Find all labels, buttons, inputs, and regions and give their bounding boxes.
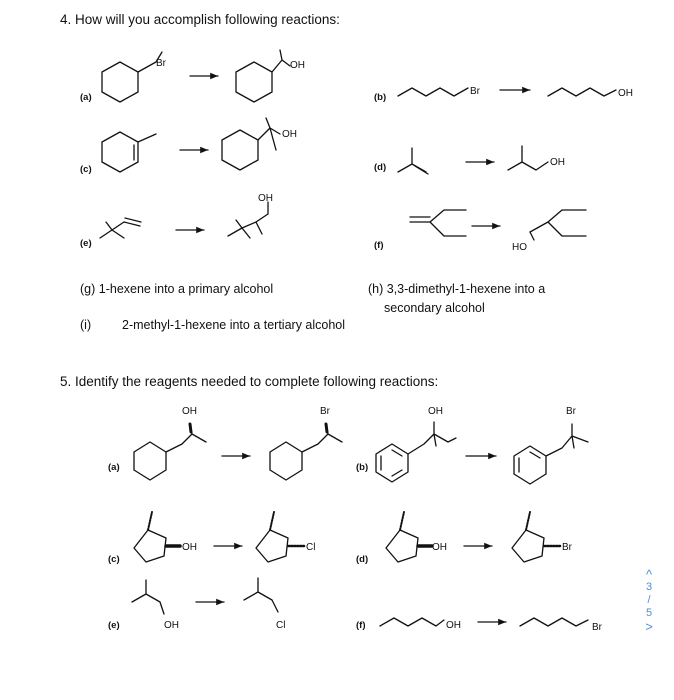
q4d-product [508,146,548,170]
q4f-product [530,210,586,240]
q5-label-f: (f) [356,620,366,631]
q4-part-h-line1: (h) 3,3-dimethyl-1-hexene into a [368,282,546,296]
q4-label-e: (e) [80,238,92,249]
q5-label-a: (a) [108,462,120,473]
q4d-reactant [398,148,428,174]
q4f-ho-label: HO [512,242,527,253]
page-total: 5 [645,607,653,619]
q4-part-g: (g) 1-hexene into a primary alcohol [80,282,274,296]
question-4-title: 4. How will you accomplish following reactions: [60,12,340,27]
q4b-product [548,88,616,96]
q5f-oh-label: OH [446,620,461,631]
q4-label-a: (a) [80,92,92,103]
q4-label-c: (c) [80,164,92,175]
q4-label-d: (d) [374,162,387,173]
q5d-oh-label: OH [432,542,447,553]
q4e-reactant [100,218,141,238]
q5f-product [520,618,588,626]
page-up-chevron-icon[interactable]: ^ [645,567,653,582]
q5e-cl-label: Cl [276,620,286,631]
q5f-br-label: Br [592,622,602,633]
q5-label-c: (c) [108,554,120,565]
q5b-oh-label: OH [428,406,443,417]
q5c-cl-label: Cl [306,542,316,553]
q5-label-d: (d) [356,554,369,565]
q4-label-b: (b) [374,92,387,103]
q5e-reactant [132,580,164,614]
q5a-br-label: Br [320,406,330,417]
q4f-reactant [410,210,466,236]
q4b-reactant [398,88,468,96]
q5d-product [512,512,560,562]
q5b-product [514,424,588,484]
q5f-reactant [380,618,444,626]
q4d-oh-label: OH [550,157,565,168]
q5-label-b: (b) [356,462,369,473]
q5a-product [270,424,342,480]
q4c-product [222,118,280,170]
page-down-chevron-icon[interactable]: > [645,619,653,634]
q4a-product [236,50,290,102]
q5e-product [244,578,278,612]
q5c-product [256,512,304,562]
q4-part-h-line2: secondary alcohol [384,301,485,315]
q4e-oh-label: OH [258,193,273,204]
q4e-product [228,202,268,238]
q5a-reactant [134,424,206,480]
q4a-br-label: Br [156,58,166,69]
page-separator: / [647,594,651,606]
q5d-reactant [386,512,432,562]
q4-part-i-text: 2-methyl-1-hexene into a tertiary alcohol [122,318,346,332]
page-current: 3 [645,581,653,593]
q4b-br-label: Br [470,86,480,97]
q4c-oh-label: OH [282,129,297,140]
question-5-title: 5. Identify the reagents needed to complete following reactions: [60,374,439,389]
q5c-oh-label: OH [182,542,197,553]
q5d-br-label: Br [562,542,572,553]
q5b-br-label: Br [566,406,576,417]
q4a-oh-label: OH [290,60,305,71]
q5e-oh-label: OH [164,620,179,631]
q5a-oh-label: OH [182,406,197,417]
q5-label-e: (e) [108,620,120,631]
q5b-reactant [376,422,456,482]
q4c-reactant [102,132,156,172]
q4a-reactant [102,52,162,102]
page-navigator [638,568,660,633]
q4-part-i-number: (i) [80,318,92,332]
q5c-reactant [134,512,180,562]
q4b-oh-label: OH [618,88,633,99]
q4-label-f: (f) [374,240,384,251]
